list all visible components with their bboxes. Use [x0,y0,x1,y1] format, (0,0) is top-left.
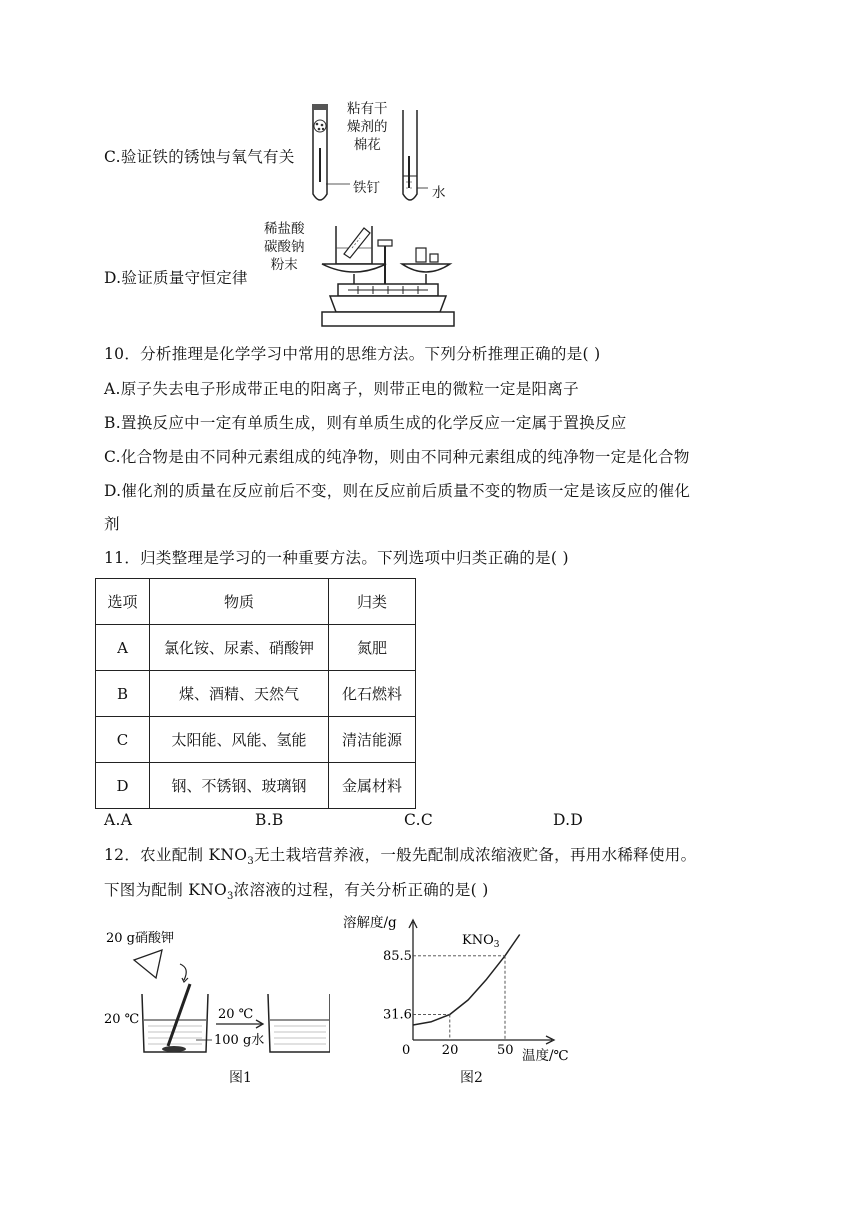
q11-answer-a: A.A [104,811,133,829]
table-header: 选项 [96,579,150,625]
q10-option-a: A.原子失去电子形成带正电的阳离子，则带正电的微粒一定是阳离子 [104,380,579,398]
right-pan-icon [402,264,450,272]
label-reagents: 稀盐酸 碳酸钠 粉末 [264,221,305,273]
figure2-solubility-chart [340,912,590,1062]
chart-origin-label: 0 [402,1043,411,1058]
q10-option-d-continued: 剂 [104,515,120,533]
x-tick-label: 50 [497,1043,514,1058]
table-header: 归类 [329,579,416,625]
fig1-label-water: 100 g水 [214,1033,265,1048]
q9-option-c: C.验证铁的锈蚀与氧气有关 [104,148,295,166]
rotate-arrow-icon [180,964,186,980]
stopper-icon [312,104,328,110]
table-cell: A [96,625,150,671]
x-tick-label: 20 [441,1043,459,1058]
chart-xlabel: 温度/℃ [522,1048,569,1062]
fig1-label-temp-left: 20 ℃ [104,1012,140,1027]
q11-answer-b: B.B [255,811,284,829]
q12-stem-line1: 12．农业配制 $KNO_3$无土栽培营养液，一般先配制成浓缩液贮备，再用水稀释使用。 [104,846,697,868]
table-header-row [96,579,416,625]
weight-large-icon [416,248,426,262]
label-cotton: 粘有干 燥剂的 棉花 [347,101,388,153]
y-tick-label: 31.6 [383,1007,412,1023]
fig1-caption: 图1 [229,1070,252,1086]
fig1-label-solute: 20 g硝酸钾 [106,931,174,946]
q9-option-d: D.验证质量守恒定律 [104,269,248,287]
table-cell: 太阳能、风能、氢能 [150,717,329,763]
funnel-paper-icon [134,950,162,978]
figure-balance [318,218,458,336]
table-row [96,671,416,717]
table-cell: 氯化铵、尿素、硝酸钾 [150,625,329,671]
table-cell: 清洁能源 [329,717,416,763]
table-cell: 煤、酒精、天然气 [150,671,329,717]
q11-answer-c: C.C [404,811,433,829]
table-cell: 氮肥 [329,625,416,671]
weight-small-icon [430,254,438,262]
q10-option-c: C.化合物是由不同种元素组成的纯净物，则由不同种元素组成的纯净物一定是化合物 [104,448,690,466]
table-row [96,763,416,809]
chart-series-label: $KNO_3$ [462,933,500,950]
solid-crystals-icon [162,1046,186,1052]
solubility-curve [413,935,520,1026]
y-tick-label: 85.5 [383,948,412,964]
fig1-label-arrow: 20 ℃ [218,1007,254,1022]
table-cell: D [96,763,150,809]
beaker2-icon [268,994,330,1052]
small-test-tube-icon [344,228,370,258]
table-cell: 化石燃料 [329,671,416,717]
figure1-dissolving [100,928,330,1060]
q11-answer-d: D.D [553,811,584,829]
table-row [96,717,416,763]
table-cell: C [96,717,150,763]
label-water: 水 [432,185,446,201]
label-iron-nail: 铁钉 [353,180,380,196]
table-row [96,625,416,671]
table-cell: 金属材料 [329,763,416,809]
table-cell: 钢、不锈钢、玻璃钢 [150,763,329,809]
table-header: 物质 [150,579,329,625]
table-cell: B [96,671,150,717]
cotton-icon [314,120,326,132]
q11-stem: 11．归类整理是学习的一种重要方法。下列选项中归类正确的是( ) [104,549,569,567]
left-pan-icon [322,264,386,272]
q10-option-b: B.置换反应中一定有单质生成，则有单质生成的化学反应一定属于置换反应 [104,414,627,432]
balance-base-icon [330,296,446,312]
classification-table [95,578,416,809]
q10-stem: 10．分析推理是化学学习中常用的思维方法。下列分析推理正确的是( ) [104,345,601,363]
glass-rod-icon [168,984,190,1046]
q12-stem-line2: 下图为配制 $KNO_3$浓溶液的过程，有关分析正确的是( ) [104,881,489,903]
fig2-caption: 图2 [460,1070,483,1086]
chart-ylabel: 溶解度/g [343,915,397,931]
q10-option-d: D.催化剂的质量在反应前后不变，则在反应前后质量不变的物质一定是该反应的催化 [104,482,691,500]
